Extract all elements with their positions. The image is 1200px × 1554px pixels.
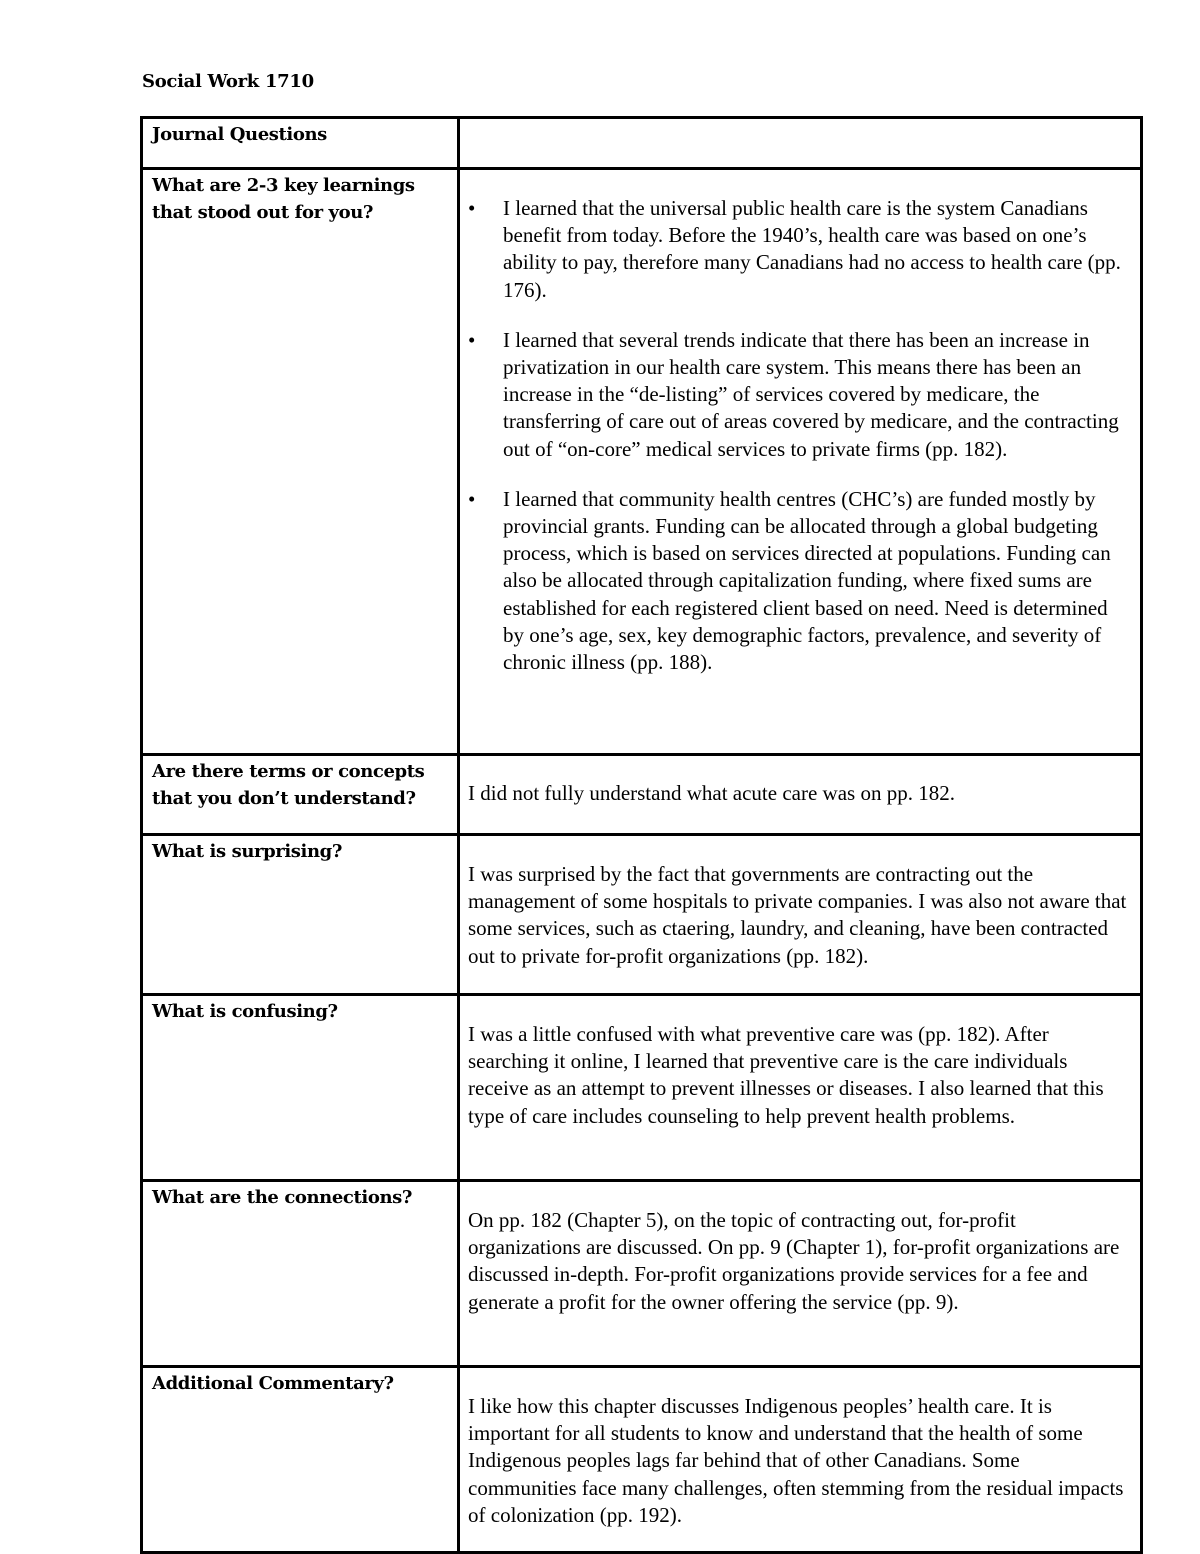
question-cell-terms — [142, 755, 459, 835]
answer-cell-connections — [459, 1181, 1142, 1367]
table-row-connections — [142, 1181, 1142, 1367]
list-item — [468, 486, 1132, 676]
list-item — [468, 195, 1132, 304]
table-row-header — [142, 118, 1142, 169]
table-row-confusing — [142, 995, 1142, 1181]
question-cell-key-learnings — [142, 169, 459, 755]
answer-cell-commentary — [459, 1367, 1142, 1553]
question-terms: Are there terms or concepts that you don’t understand? — [152, 761, 425, 809]
question-confusing: What is confusing? — [152, 1001, 338, 1022]
answer-cell-terms — [459, 755, 1142, 835]
question-cell-surprising — [142, 835, 459, 995]
answer-terms: I did not fully understand what acute care was on pp. 182. — [468, 781, 955, 805]
question-cell-commentary — [142, 1367, 459, 1553]
question-commentary: Additional Commentary? — [152, 1373, 394, 1394]
document-title: Social Work 1710 — [142, 71, 314, 92]
column-header-questions: Journal Questions — [152, 124, 327, 145]
learnings-list — [468, 195, 1132, 676]
answer-commentary: I like how this chapter discusses Indigenous peoples’ health care. It is important for all students to know and understand that the health of some Indigenous peoples lags far behind that of other Canadians. Some communities face many challenges, often stemming from the residual impacts of colonization (pp. 192). — [468, 1394, 1124, 1527]
question-surprising: What is surprising? — [152, 841, 342, 862]
answer-cell-key-learnings — [459, 169, 1142, 755]
header-answer-cell — [459, 118, 1142, 169]
learning-text: I learned that the universal public health care is the system Canadians benefit from today. Before the 1940’s, health care was based on one’s ability to pay, therefore many Canadians had no access to health care (pp. 176). — [503, 196, 1121, 302]
answer-cell-surprising — [459, 835, 1142, 995]
answer-key-learnings — [460, 170, 1140, 676]
table-row-surprising — [142, 835, 1142, 995]
table-row-key-learnings — [142, 169, 1142, 755]
journal-table — [140, 116, 1143, 1554]
question-cell-connections — [142, 1181, 459, 1367]
answer-connections: On pp. 182 (Chapter 5), on the topic of contracting out, for-profit organizations are discussed. On pp. 9 (Chapter 1), for-profit organizations are discussed in-depth. For-profit organizations provide services for a fee and generate a profit for the owner offering the service (pp. 9). — [468, 1208, 1120, 1314]
header-question-cell — [142, 118, 459, 169]
list-item — [468, 327, 1132, 463]
table-row-terms — [142, 755, 1142, 835]
learning-text: I learned that community health centres (CHC’s) are funded mostly by provincial grants. Funding can be allocated through a global budgeting process, which is based on services directed at populations. Funding can also be allocated through capitalization funding, where fixed sums are established for each registered client based on need. Need is determined by one’s age, sex, key demographic factors, prevalence, and severity of chronic illness (pp. 188). — [503, 486, 1111, 675]
learning-text: I learned that several trends indicate that there has been an increase in privatization in our health care system. This means there has been an increase in the “de-listing” of services covered by medicare, the transferring of care out of areas covered by medicare, and the contracting out of “on-core” medical services to private firms (pp. 182). — [503, 327, 1119, 461]
bullet-icon: • — [468, 327, 476, 352]
question-key-learnings: What are 2-3 key learnings that stood out for you? — [152, 175, 415, 223]
table-row-commentary — [142, 1367, 1142, 1553]
bullet-icon: • — [468, 486, 476, 511]
question-connections: What are the connections? — [152, 1187, 413, 1208]
answer-confusing: I was a little confused with what preventive care was (pp. 182). After searching it online, I learned that preventive care is the care individuals receive as an attempt to prevent illnesses or diseases. I also learned that this type of care includes counseling to help prevent health problems. — [468, 1022, 1104, 1128]
answer-cell-confusing — [459, 995, 1142, 1181]
question-cell-confusing — [142, 995, 459, 1181]
bullet-icon: • — [468, 196, 476, 220]
answer-surprising: I was surprised by the fact that governments are contracting out the management of some hospitals to private companies. I was also not aware that some services, such as ctaering, laundry, and cleaning, have been contracted out to private for-profit organizations (pp. 182). — [468, 862, 1127, 968]
